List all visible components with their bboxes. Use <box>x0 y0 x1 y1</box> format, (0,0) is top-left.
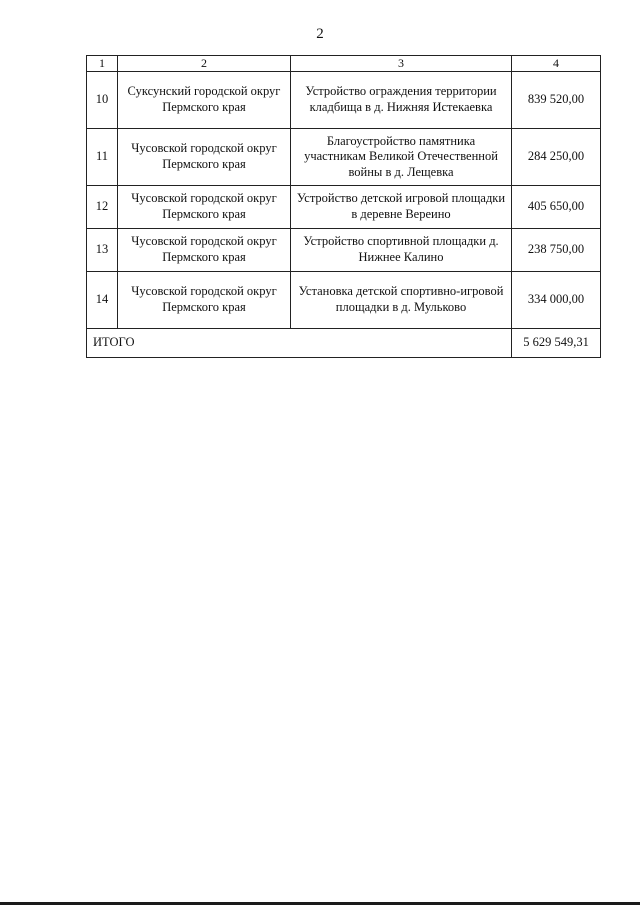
municipality-cell: Чусовской городской округ Пермского края <box>118 129 291 186</box>
table-row <box>87 129 601 186</box>
project-description-cell: Установка детской спортивно-игровой площадки в д. Мульково <box>291 272 512 329</box>
row-number-cell: 13 <box>87 229 118 272</box>
municipality-cell: Чусовской городской округ Пермского края <box>118 272 291 329</box>
header-cell-1: 1 <box>87 56 118 72</box>
municipality-cell: Чусовской городской округ Пермского края <box>118 186 291 229</box>
project-description-cell: Устройство спортивной площадки д. Нижнее Калино <box>291 229 512 272</box>
row-number-cell: 14 <box>87 272 118 329</box>
amount-cell: 405 650,00 <box>512 186 601 229</box>
row-number-cell: 12 <box>87 186 118 229</box>
total-label: ИТОГО <box>87 329 512 358</box>
row-number-cell: 11 <box>87 129 118 186</box>
appendix-table <box>86 55 601 358</box>
municipality-cell: Суксунский городской округ Пермского края <box>118 72 291 129</box>
table-header-row <box>87 56 601 72</box>
table-row <box>87 186 601 229</box>
page-number: 2 <box>316 26 324 42</box>
amount-cell: 238 750,00 <box>512 229 601 272</box>
table-row <box>87 229 601 272</box>
total-row <box>87 329 601 358</box>
amount-cell: 284 250,00 <box>512 129 601 186</box>
project-description-cell: Устройство ограждения территории кладбища в д. Нижняя Истекаевка <box>291 72 512 129</box>
project-description-cell: Благоустройство памятника участникам Великой Отечественной войны в д. Лещевка <box>291 129 512 186</box>
row-number-cell: 10 <box>87 72 118 129</box>
amount-cell: 839 520,00 <box>512 72 601 129</box>
header-cell-2: 2 <box>118 56 291 72</box>
header-cell-3: 3 <box>291 56 512 72</box>
header-cell-4: 4 <box>512 56 601 72</box>
project-description-cell: Устройство детской игровой площадки в деревне Вереино <box>291 186 512 229</box>
table-row <box>87 72 601 129</box>
table-row <box>87 272 601 329</box>
municipality-cell: Чусовской городской округ Пермского края <box>118 229 291 272</box>
total-amount: 5 629 549,31 <box>512 329 601 358</box>
amount-cell: 334 000,00 <box>512 272 601 329</box>
